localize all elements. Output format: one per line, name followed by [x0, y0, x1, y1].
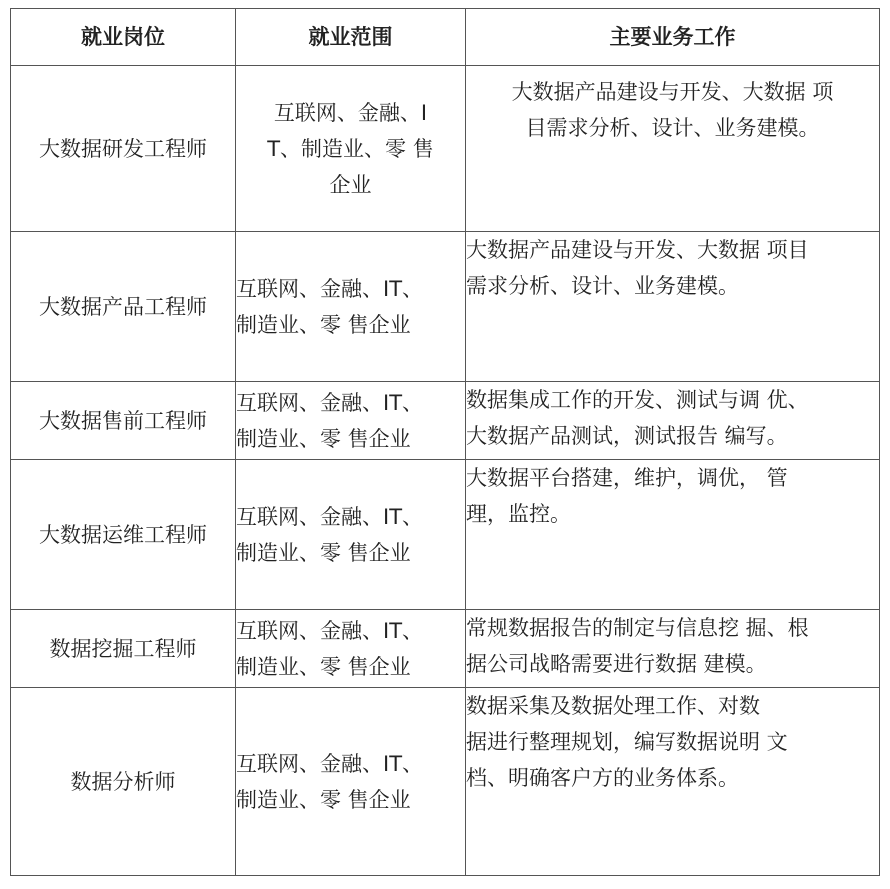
- table-row: [11, 382, 880, 460]
- work-cell: [466, 232, 880, 382]
- position-text: 数据挖掘工程师: [49, 636, 197, 661]
- range-cell: [236, 382, 466, 460]
- table-row: [11, 66, 880, 232]
- range-cell: [236, 688, 466, 876]
- table-row: [11, 688, 880, 876]
- work-cell: [466, 610, 880, 688]
- range-cell: [236, 66, 466, 232]
- table-row: [11, 232, 880, 382]
- work-cell: [466, 460, 880, 610]
- range-text: 互联网、金融、IT、 制造业、零 售企业: [236, 618, 424, 679]
- range-cell: [236, 610, 466, 688]
- table-row: [11, 610, 880, 688]
- range-text: 互联网、金融、I T、制造业、零 售 企业: [267, 100, 434, 197]
- range-text: 互联网、金融、IT、 制造业、零 售企业: [236, 751, 424, 812]
- work-text: 大数据产品建设与开发、大数据 项 目需求分析、设计、业务建模。: [511, 80, 834, 140]
- work-text: 大数据平台搭建，维护，调优， 管 理，监控。: [466, 466, 788, 526]
- position-text: 大数据研发工程师: [39, 136, 207, 161]
- range-text: 互联网、金融、IT、 制造业、零 售企业: [236, 276, 424, 337]
- range-text: 互联网、金融、IT、 制造业、零 售企业: [236, 504, 424, 565]
- work-cell: [466, 688, 880, 876]
- work-text: 数据集成工作的开发、测试与调 优、 大数据产品测试，测试报告 编写。: [466, 388, 809, 448]
- position-cell: [11, 232, 236, 382]
- job-table: [10, 8, 880, 876]
- work-cell: [466, 382, 880, 460]
- position-cell: [11, 382, 236, 460]
- range-cell: [236, 232, 466, 382]
- position-text: 大数据运维工程师: [39, 522, 207, 547]
- table-row: [11, 460, 880, 610]
- header-range: 就业范围: [236, 9, 466, 66]
- position-cell: [11, 460, 236, 610]
- work-text: 数据采集及数据处理工作、对数 据进行整理规划，编写数据说明 文 档、明确客户方的业务体系。: [466, 694, 788, 790]
- range-text: 互联网、金融、IT、 制造业、零 售企业: [236, 390, 424, 451]
- position-text: 大数据售前工程师: [39, 408, 207, 433]
- position-cell: [11, 66, 236, 232]
- position-cell: [11, 610, 236, 688]
- work-cell: [466, 66, 880, 232]
- header-work: 主要业务工作: [466, 9, 880, 66]
- position-cell: [11, 688, 236, 876]
- position-text: 数据分析师: [70, 769, 176, 794]
- header-position: 就业岗位: [11, 9, 236, 66]
- position-text: 大数据产品工程师: [39, 294, 207, 319]
- range-cell: [236, 460, 466, 610]
- work-text: 大数据产品建设与开发、大数据 项目 需求分析、设计、业务建模。: [466, 238, 809, 298]
- work-text: 常规数据报告的制定与信息挖 掘、根 据公司战略需要进行数据 建模。: [466, 616, 809, 676]
- table-header-row: [11, 9, 880, 66]
